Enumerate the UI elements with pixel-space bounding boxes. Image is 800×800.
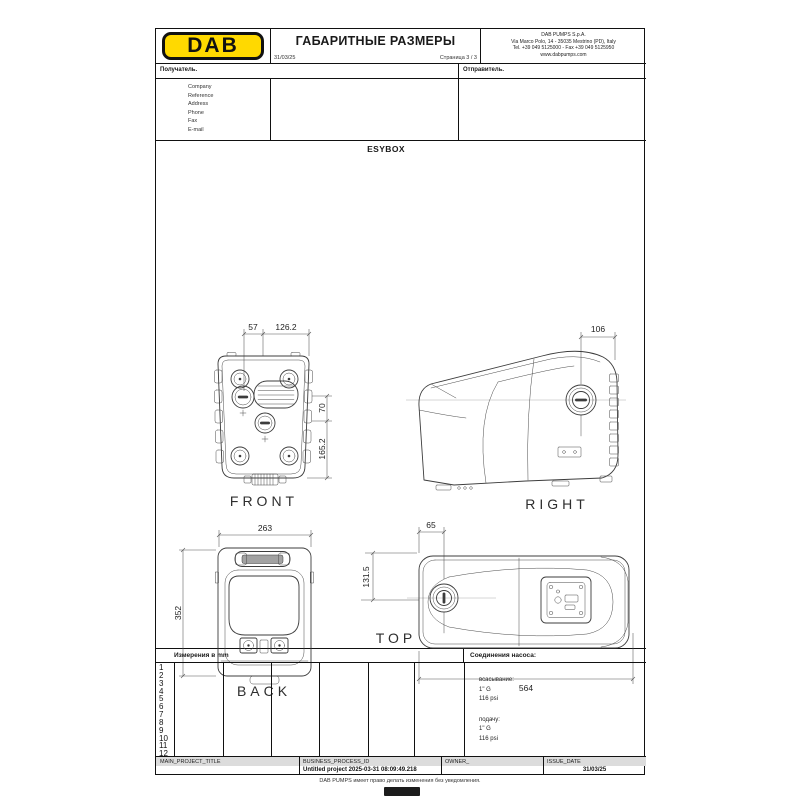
back-dim-352: 352 [173, 605, 183, 621]
recipient-entry-area [271, 79, 459, 141]
suction-label: всасывание: [479, 677, 514, 683]
right-body [419, 351, 618, 485]
top-fill-cap [430, 584, 458, 633]
owner-label: OWNER_ [445, 758, 470, 765]
doc-number: 31/03/25 [274, 55, 296, 61]
row-number: 6 [159, 702, 164, 712]
top-view-label: TOP [375, 630, 417, 646]
field-fax: Fax [188, 118, 198, 125]
right-fill-cap [566, 385, 596, 436]
page-title: ГАБАРИТНЫЕ РАЗМЕРЫ [295, 34, 456, 48]
delivery-label: подачу: [479, 716, 500, 723]
table-divider [368, 663, 369, 756]
main-project-title-label: MAIN_PROJECT_TITLE [160, 758, 221, 765]
back-display-screen [229, 576, 299, 635]
suction-size: 1" G [479, 686, 491, 693]
recipient-header: Получатель. [156, 64, 459, 79]
delivery-size: 1" G [479, 726, 491, 732]
top-dim-65: 65 [426, 520, 436, 530]
field-phone: Phone [188, 109, 204, 116]
back-handle [235, 552, 290, 567]
disclaimer-text: DAB PUMPS имеет право делать изменения без уведомления. [319, 778, 481, 784]
connections-detail [464, 663, 646, 757]
product-name: ESYBOX [367, 144, 405, 154]
sender-entry-area [459, 79, 646, 141]
company-address: Via Marco Polo, 14 - 35035 Mestrino (PD), Italy [511, 38, 616, 45]
field-company: Company [188, 84, 212, 90]
row-number: 1 [159, 663, 164, 672]
row-number: 12 [159, 749, 168, 757]
table-divider [271, 663, 272, 756]
logo-cell [156, 29, 271, 64]
title-subrow [274, 55, 477, 61]
top-dim-131: 131.5 [361, 566, 371, 588]
row-number: 8 [159, 717, 164, 727]
front-corner-caps [231, 370, 298, 465]
front-dim-57: 57 [248, 322, 258, 332]
project-bar-divider [299, 757, 300, 775]
right-view-drawing [404, 316, 644, 506]
right-view-label: RIGHT [525, 496, 589, 512]
project-bar-divider [441, 757, 442, 775]
connections-header: Соединения насоса: [464, 649, 646, 663]
right-dim-106: 106 [590, 324, 606, 334]
row-number-column [159, 664, 168, 757]
row-number: 7 [159, 710, 164, 720]
row-number: 11 [159, 741, 168, 751]
row-number: 10 [159, 733, 168, 743]
front-side-clips [215, 370, 313, 463]
footer-mark [384, 787, 420, 796]
front-fill-cap [232, 386, 254, 416]
project-bar [156, 757, 646, 775]
business-process-id-label: BUSINESS_PROCESS_ID [303, 758, 370, 765]
field-address: Address [188, 101, 209, 108]
suction-pressure: 116 psi [479, 696, 498, 702]
row-number: 5 [159, 694, 164, 704]
front-drain-cap [255, 413, 275, 442]
measures-table [156, 663, 646, 757]
row-number: 9 [159, 725, 164, 735]
company-info [481, 29, 646, 64]
field-reference: Reference [188, 92, 214, 99]
document-frame [155, 28, 645, 775]
company-phone: Tel. +39 049 5125000 - Fax +39 049 5125950 [512, 45, 615, 52]
top-terminal-panel [541, 577, 591, 623]
issue-date-label: ISSUE_DATE [547, 758, 581, 765]
issue-date-value: 31/03/25 [582, 767, 607, 773]
row-number: 4 [159, 686, 164, 696]
table-divider [223, 663, 224, 756]
measures-header: Измерения в mm [156, 649, 464, 663]
front-dim-126: 126.2 [275, 322, 297, 332]
page-indicator: Страница 3 / 3 [439, 55, 477, 61]
table-divider [174, 663, 175, 756]
dab-logo-text: DAB [187, 34, 239, 57]
row-number: 3 [159, 678, 164, 688]
front-vent-grille [254, 381, 298, 408]
right-detail-plate [558, 447, 581, 457]
field-email: E-mail [188, 126, 204, 133]
table-divider [319, 663, 320, 756]
delivery-pressure: 116 psi [479, 735, 498, 742]
sender-header: Отправитель. [459, 64, 646, 79]
right-feet [436, 476, 612, 490]
front-bottom-connector [244, 474, 286, 485]
dab-logo [162, 32, 264, 60]
title-cell [271, 29, 481, 64]
right-dimensions [579, 324, 617, 384]
company-name: DAB PUMPS S.p.A. [541, 32, 586, 38]
business-process-id-value: Untitled project 2025-03-31 08:09:49.218 [303, 767, 417, 773]
project-bar-divider [543, 757, 544, 775]
front-view-drawing [181, 316, 346, 501]
table-divider [414, 663, 415, 756]
back-view-label: BACK [236, 683, 292, 699]
front-view-label: FRONT [229, 493, 299, 509]
recipient-fields [156, 79, 271, 141]
back-dim-263: 263 [257, 523, 273, 533]
company-web: www.dabpumps.com [540, 51, 587, 58]
front-dim-70: 70 [317, 403, 327, 413]
front-dim-165: 165.2 [317, 438, 327, 460]
row-number: 2 [159, 670, 164, 680]
top-dim-564: 564 [518, 683, 534, 693]
